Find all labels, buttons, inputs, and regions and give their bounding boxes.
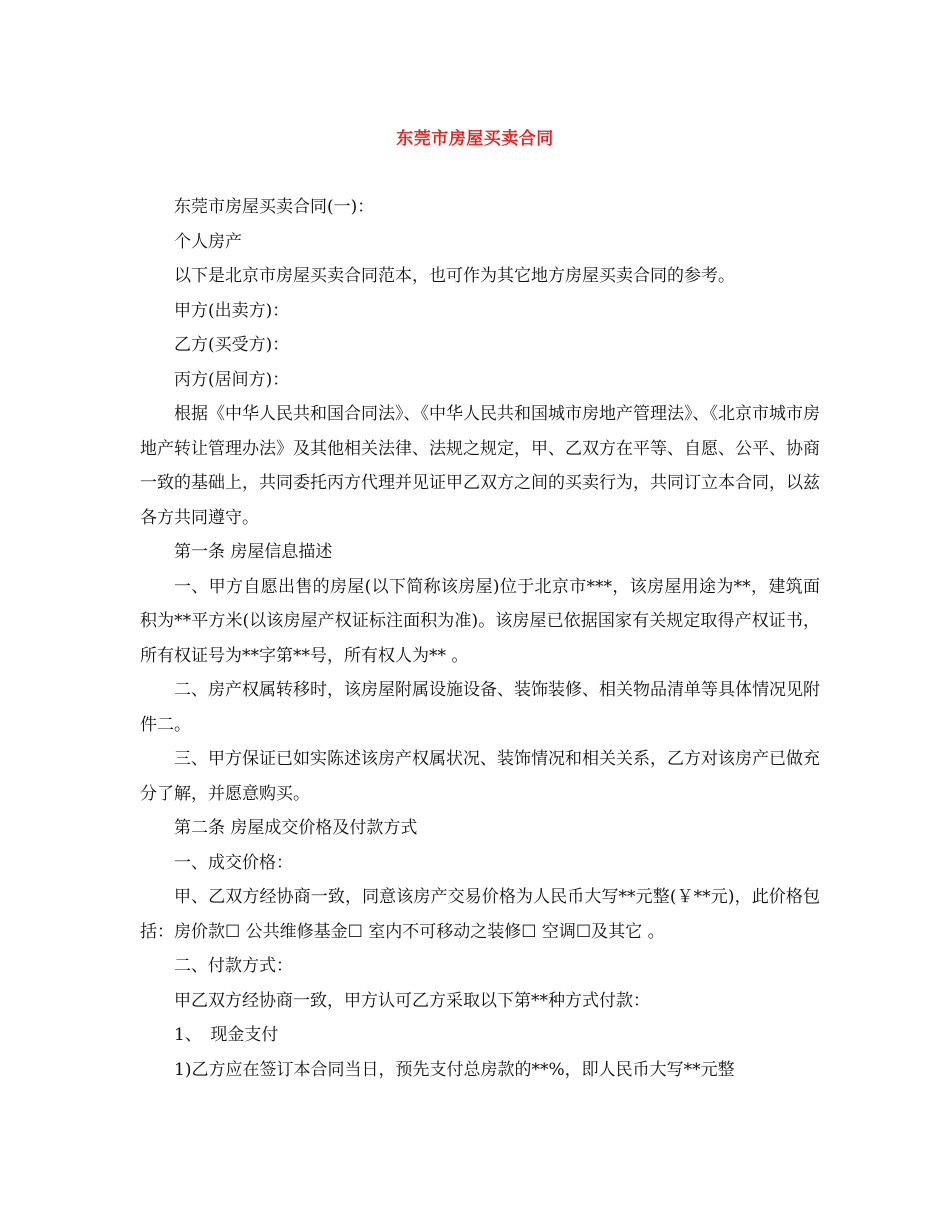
paragraph-cash-payment-1: 1)乙方应在签订本合同当日，预先支付总房款的**%，即人民币大写**元整 (174, 1059, 735, 1080)
paragraph-price-heading: 一、成交价格： (174, 852, 293, 873)
paragraph-article-1-item-3: 三、甲方保证已如实陈述该房产权属状况、装饰情况和相关关系，乙方对该房产已做充分了解，并愿意购买。 (140, 749, 820, 804)
paragraph-party-c: 丙方(居间方)： (174, 369, 290, 390)
paragraph-article-1-item-1: 一、甲方自愿出售的房屋(以下简称该房屋)位于北京市***，该房屋用途为**，建筑面积为**平方米(以该房屋产权证标注面积为准)。该房屋已依据国家有关规定取得产权证书，所有权证号为**字第**号，所有权人为** 。 (140, 576, 820, 666)
paragraph-party-a: 甲方(出卖方)： (174, 300, 290, 321)
paragraph-party-b: 乙方(买受方)： (174, 335, 290, 355)
paragraph-category: 个人房产 (174, 231, 242, 252)
document-body (140, 190, 820, 1087)
paragraph-legal-basis: 根据《中华人民共和国合同法》、《中华人民共和国城市房地产管理法》、《北京市城市房地产转让管理办法》及其他相关法律、法规之规定，甲、乙双方在平等、自愿、公平、协商一致的基础上，共同委托丙方代理并见证甲乙双方之间的买卖行为，共同订立本合同，以兹各方共同遵守。 (140, 404, 820, 528)
paragraph-intro: 以下是北京市房屋买卖合同范本，也可作为其它地方房屋买卖合同的参考。 (174, 266, 735, 286)
document-title: 东莞市房屋买卖合同 (396, 129, 554, 149)
paragraph-heading-1: 东莞市房屋买卖合同(一)： (174, 197, 375, 217)
paragraph-article-1-heading: 第一条 房屋信息描述 (174, 542, 333, 562)
paragraph-payment-method: 甲乙双方经协商一致，甲方认可乙方采取以下第**种方式付款： (174, 990, 650, 1011)
paragraph-article-2-heading: 第二条 房屋成交价格及付款方式 (174, 818, 418, 838)
paragraph-article-1-item-2: 二、房产权属转移时，该房屋附属设施设备、装饰装修、相关物品清单等具体情况见附件二。 (140, 680, 820, 735)
paragraph-price-detail: 甲、乙双方经协商一致，同意该房产交易价格为人民币大写**元整(￥**元)，此价格包括：房价款☐ 公共维修基金☐ 室内不可移动之装修☐ 空调☐及其它 。 (140, 887, 820, 942)
paragraph-payment-heading: 二、付款方式： (174, 956, 293, 976)
paragraph-cash-payment: 1、 现金支付 (174, 1025, 279, 1045)
